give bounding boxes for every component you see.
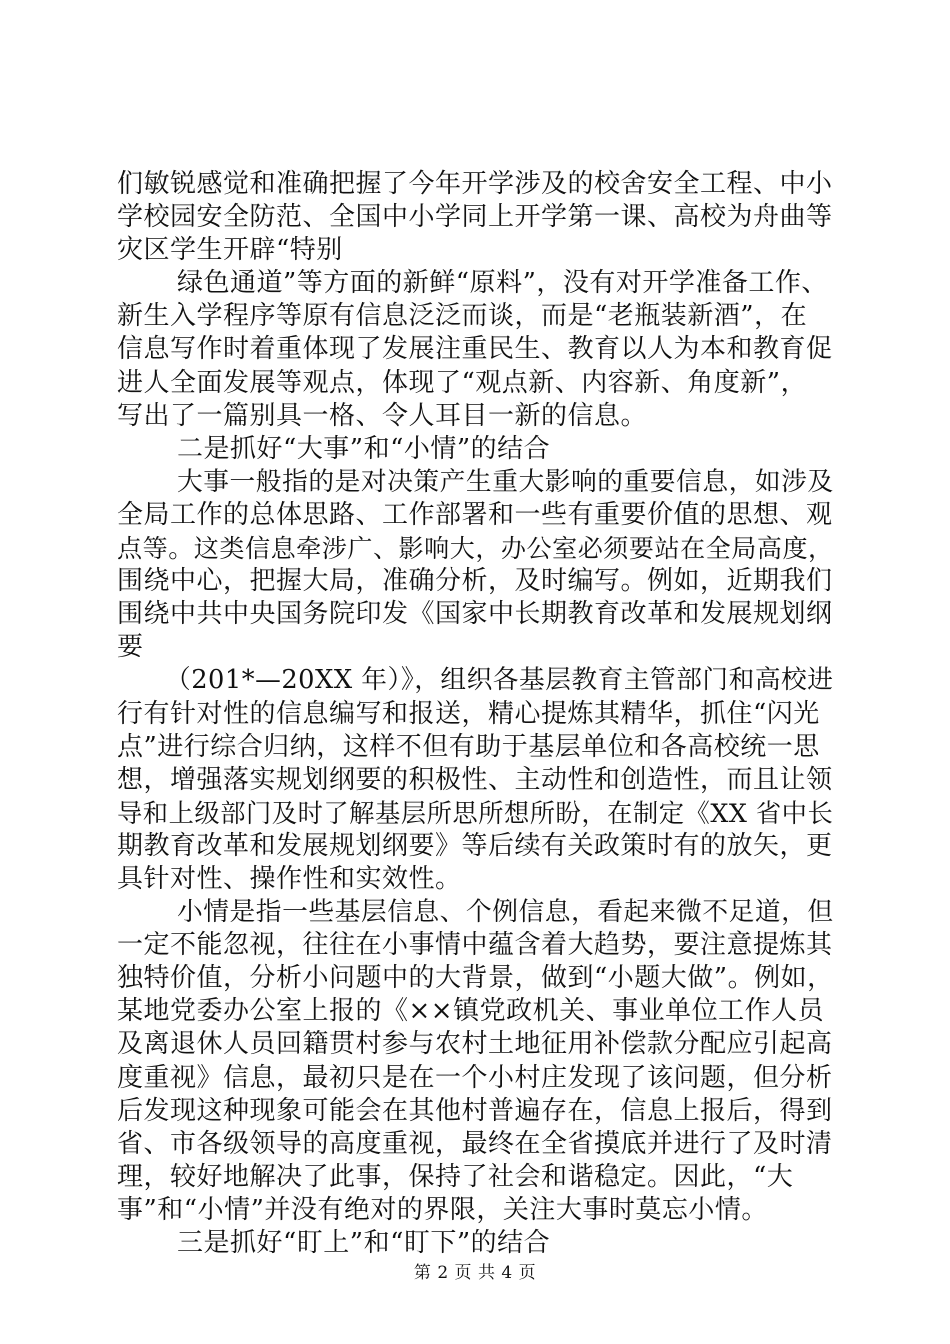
text-line: 要	[117, 632, 144, 663]
text-line: 点等。这类信息牵涉广、影响大，办公室必须要站在全局高度，	[117, 534, 834, 564]
text-line: 进人全面发展等观点，体现了“观点新、内容新、角度新”，	[117, 367, 808, 398]
text-line: 及离退休人员回籍贯村参与农村土地征用补偿款分配应引起高	[117, 1029, 833, 1060]
text-line: 写出了一篇别具一格、令人耳目一新的信息。	[117, 400, 648, 431]
text-line: 后发现这种现象可能会在其他村普遍存在，信息上报后，得到	[117, 1095, 833, 1126]
text-line: 全局工作的总体思路、工作部署和一些有重要价值的思想、观	[117, 499, 833, 530]
text-line: 理，较好地解决了此事，保持了社会和谐稳定。因此，“大	[117, 1161, 794, 1192]
text-line: 省、市各级领导的高度重视，最终在全省摸底并进行了及时清	[117, 1128, 833, 1159]
text-line: 想，增强落实规划纲要的积极性、主动性和创造性，而且让领	[117, 764, 833, 795]
text-line: 点”进行综合归纳，这样不但有助于基层单位和各高校统一思	[117, 731, 820, 762]
text-line: 绿色通道”等方面的新鲜“原料”，没有对开学准备工作、	[177, 268, 828, 299]
text-line: 导和上级部门及时了解基层所思所想所盼，在制定《XX 省中长	[117, 798, 834, 828]
text-line: 期教育改革和发展规划纲要》等后续有关政策时有的放矢，更	[117, 830, 833, 861]
text-line: 三是抓好“盯上”和“盯下”的结合	[177, 1228, 551, 1258]
text-line: 信息写作时着重体现了发展注重民生、教育以人为本和教育促	[117, 334, 833, 365]
document-body	[117, 168, 837, 1260]
text-line: 二是抓好“大事”和“小情”的结合	[177, 433, 551, 464]
text-line: 行有针对性的信息编写和报送，精心提炼其精华，抓住“闪光	[117, 698, 820, 729]
text-line: 一定不能忽视，往往在小事情中蕴含着大趋势，要注意提炼其	[117, 930, 833, 961]
text-line: （201*—20XX 年）》，组织各基层教育主管部门和高校进	[165, 665, 834, 696]
text-line: 学校园安全防范、全国中小学同上开学第一课、高校为舟曲等	[117, 202, 833, 233]
page-footer: 第 2 页 共 4 页	[413, 1263, 537, 1283]
text-line: 度重视》信息，最初只是在一个小村庄发现了该问题，但分析	[117, 1062, 833, 1093]
text-line: 独特价值，分析小问题中的大背景，做到“小题大做”。例如，	[117, 963, 834, 994]
text-line: 具针对性、操作性和实效性。	[117, 863, 462, 894]
text-line: 新生入学程序等原有信息泛泛而谈，而是“老瓶装新酒”，在	[117, 301, 808, 332]
text-line: 小情是指一些基层信息、个例信息，看起来微不足道，但	[177, 897, 834, 928]
text-line: 事”和“小情”并没有绝对的界限，关注大事时莫忘小情。	[117, 1194, 768, 1225]
text-line: 们敏锐感觉和准确把握了今年开学涉及的校舍安全工程、中小	[117, 169, 833, 199]
text-line: 围绕中心，把握大局，准确分析，及时编写。例如，近期我们	[117, 566, 833, 597]
text-line: 围绕中共中央国务院印发《国家中长期教育改革和发展规划纲	[117, 599, 833, 630]
text-line: 某地党委办公室上报的《××镇党政机关、事业单位工作人员	[117, 996, 825, 1027]
text-line: 大事一般指的是对决策产生重大影响的重要信息，如涉及	[177, 466, 834, 497]
text-line: 灾区学生开辟“特别	[117, 235, 343, 266]
